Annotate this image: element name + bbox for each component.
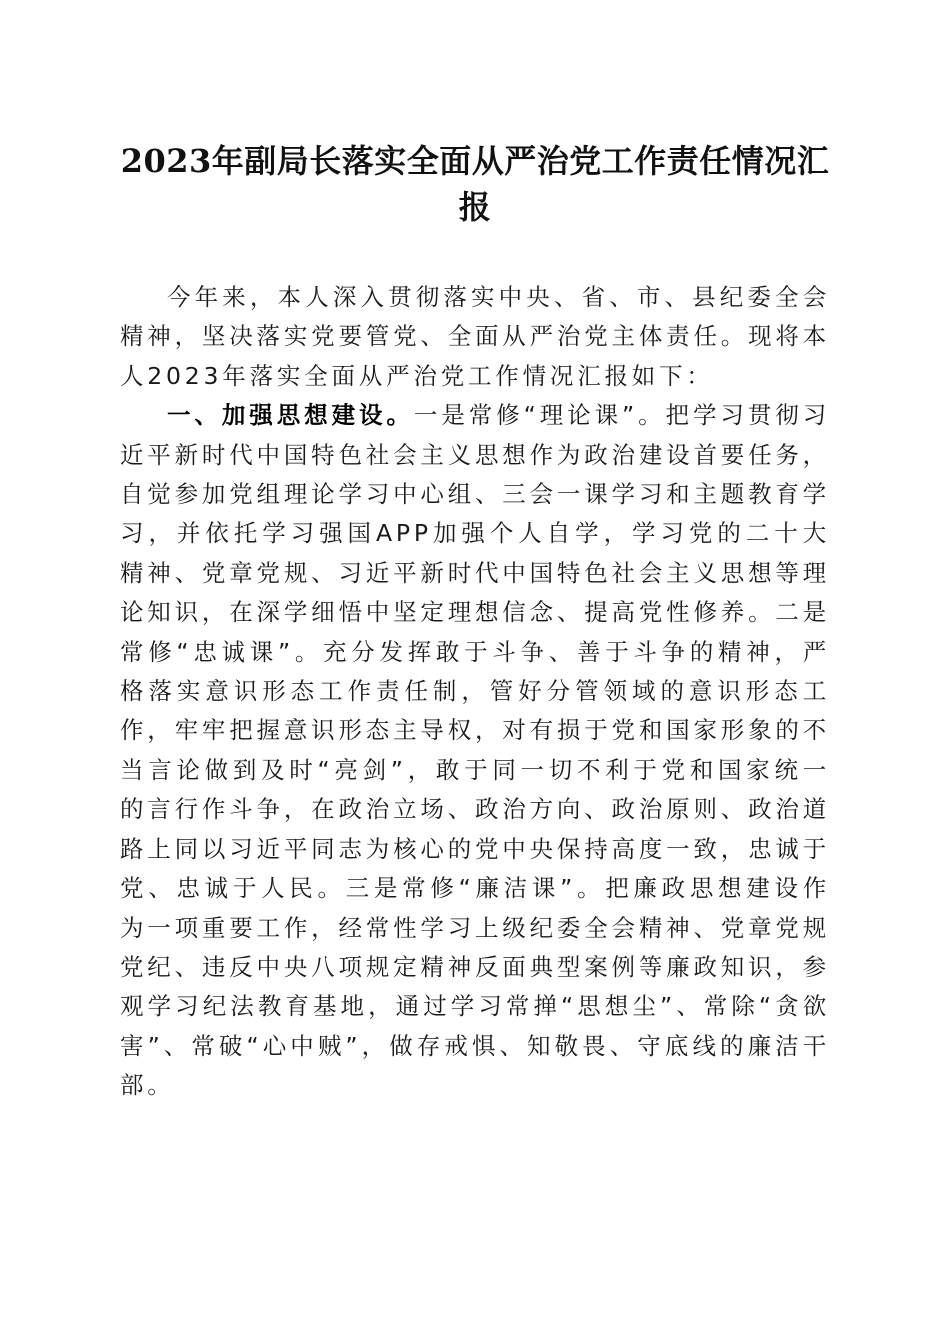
paragraph-text: 一是常修“理论课”。把学习贯彻习近平新时代中国特色社会主义思想作为政治建设首要任务，自觉参加党组理论学习中心组、三会一课学习和主题教育学习，并依托学习强国APP加强个人自学，学习党的二十大精神、党章党规、习近平新时代中国特色社会主义思想等理论知识，在深学细悟中坚定理想信念、提高党性修养。二是常修“忠诚课”。充分发挥敢于斗争、善于斗争的精神，严格落实意识形态工作责任制，管好分管领域的意识形态工作，牢牢把握意识形态主导权，对有损于党和国家形象的不当言论做到及时“亮剑”，敢于同一切不利于党和国家统一的言行作斗争，在政治立场、政治方向、政治原则、政治道路上同以习近平同志为核心的党中央保持高度一致，忠诚于党、忠诚于人民。三是常修“廉洁课”。把廉政思想建设作为一项重要工作，经常性学习上级纪委全会精神、党章党规党纪、违反中央八项规定精神反面典型案例等廉政知识，参观学习纪法教育基地，通过学习常掸“思想尘”、常除“贪欲害”、常破“心中贼”，做存戒惧、知敬畏、守底线的廉洁干部。 <box>120 401 831 1100</box>
section-heading: 一、加强思想建设。 <box>167 401 414 430</box>
document-title: 2023年副局长落实全面从严治党工作责任情况汇报 <box>120 142 830 226</box>
paragraph-text: 今年来，本人深入贯彻落实中央、省、市、县纪委全会精神，坚决落实党要管党、全面从严治党主体责任。现将本人2023年落实全面从严治党工作情况汇报如下： <box>120 283 830 390</box>
document-body <box>120 278 830 1106</box>
intro-paragraph <box>120 278 830 396</box>
section-one-paragraph <box>120 396 830 1105</box>
